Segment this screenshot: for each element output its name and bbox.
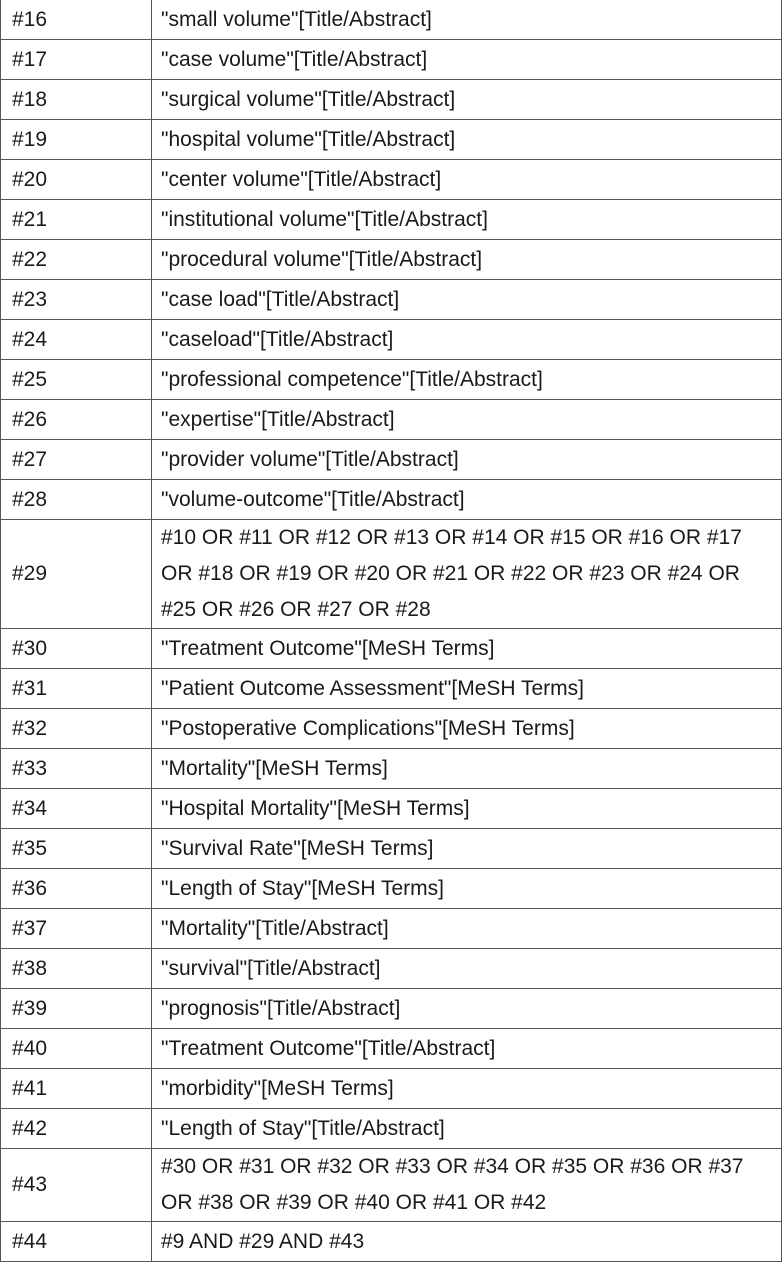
search-query: "Survival Rate"[MeSH Terms] [152,829,782,869]
search-number: #18 [1,80,152,120]
table-row [1,949,782,989]
table-row [1,360,782,400]
table-row [1,440,782,480]
search-number: #33 [1,749,152,789]
table-row [1,909,782,949]
search-number: #30 [1,629,152,669]
search-query: "hospital volume"[Title/Abstract] [152,120,782,160]
search-number: #35 [1,829,152,869]
search-query: "Patient Outcome Assessment"[MeSH Terms] [152,669,782,709]
table-row [1,80,782,120]
table-row [1,789,782,829]
search-number: #20 [1,160,152,200]
search-query: "Postoperative Complications"[MeSH Terms] [152,709,782,749]
search-query: "Mortality"[MeSH Terms] [152,749,782,789]
search-number: #34 [1,789,152,829]
table-row [1,629,782,669]
search-number: #23 [1,280,152,320]
search-number: #26 [1,400,152,440]
search-query: "caseload"[Title/Abstract] [152,320,782,360]
search-query: "Treatment Outcome"[MeSH Terms] [152,629,782,669]
table-row [1,40,782,80]
search-query: "provider volume"[Title/Abstract] [152,440,782,480]
table-row [1,749,782,789]
search-number: #39 [1,989,152,1029]
search-query: "Length of Stay"[Title/Abstract] [152,1109,782,1149]
table-row [1,989,782,1029]
search-query: "professional competence"[Title/Abstract] [152,360,782,400]
search-query: "surgical volume"[Title/Abstract] [152,80,782,120]
search-query: #9 AND #29 AND #43 [152,1222,782,1262]
search-query: "Length of Stay"[MeSH Terms] [152,869,782,909]
search-query: "Hospital Mortality"[MeSH Terms] [152,789,782,829]
search-number: #17 [1,40,152,80]
search-number: #42 [1,1109,152,1149]
search-number: #27 [1,440,152,480]
table-row [1,0,782,40]
table-row [1,200,782,240]
search-query: "volume-outcome"[Title/Abstract] [152,480,782,520]
search-query: "center volume"[Title/Abstract] [152,160,782,200]
search-query: "small volume"[Title/Abstract] [152,0,782,40]
search-number: #25 [1,360,152,400]
search-number: #24 [1,320,152,360]
search-query: #30 OR #31 OR #32 OR #33 OR #34 OR #35 OR #36 OR #37 OR #38 OR #39 OR #40 OR #41 OR #42 [152,1149,782,1222]
search-number: #38 [1,949,152,989]
search-query: "Treatment Outcome"[Title/Abstract] [152,1029,782,1069]
table-row [1,829,782,869]
table-row [1,240,782,280]
search-query: #10 OR #11 OR #12 OR #13 OR #14 OR #15 OR #16 OR #17 OR #18 OR #19 OR #20 OR #21 OR #22 OR #23 OR #24 OR #25 OR #26 OR #27 OR #28 [152,520,782,629]
search-query: "procedural volume"[Title/Abstract] [152,240,782,280]
table-row [1,520,782,629]
table-row [1,1149,782,1222]
search-number: #29 [1,520,152,629]
table-row [1,709,782,749]
table-row [1,400,782,440]
search-number: #37 [1,909,152,949]
search-number: #31 [1,669,152,709]
table-row [1,480,782,520]
search-number: #32 [1,709,152,749]
search-number: #19 [1,120,152,160]
table-row [1,280,782,320]
search-query: "Mortality"[Title/Abstract] [152,909,782,949]
search-number: #40 [1,1029,152,1069]
table-row [1,320,782,360]
table-row [1,1069,782,1109]
search-query: "prognosis"[Title/Abstract] [152,989,782,1029]
table-row [1,1029,782,1069]
search-query: "expertise"[Title/Abstract] [152,400,782,440]
search-query: "survival"[Title/Abstract] [152,949,782,989]
search-number: #41 [1,1069,152,1109]
search-number: #36 [1,869,152,909]
search-query: "case volume"[Title/Abstract] [152,40,782,80]
search-number: #16 [1,0,152,40]
search-query: "morbidity"[MeSH Terms] [152,1069,782,1109]
table-row [1,160,782,200]
search-number: #28 [1,480,152,520]
search-query: "case load"[Title/Abstract] [152,280,782,320]
table-row [1,669,782,709]
search-query: "institutional volume"[Title/Abstract] [152,200,782,240]
search-number: #44 [1,1222,152,1262]
search-number: #43 [1,1149,152,1222]
table-row [1,120,782,160]
table-row [1,869,782,909]
search-number: #21 [1,200,152,240]
table-row [1,1222,782,1262]
table-row [1,1109,782,1149]
search-number: #22 [1,240,152,280]
